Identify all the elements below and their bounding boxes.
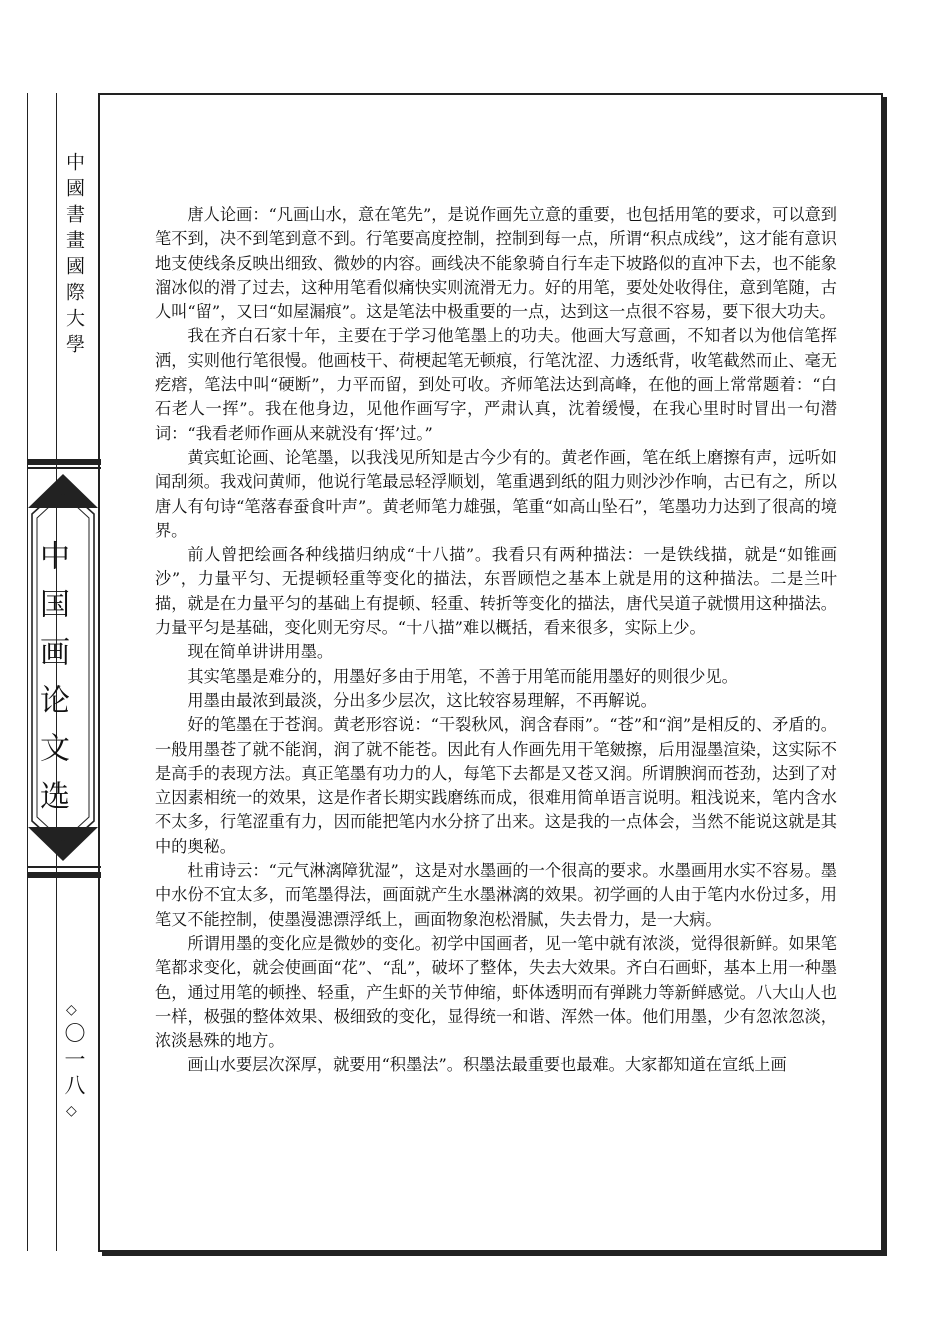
paragraph: 好的笔墨在于苍润。黄老形容说：“干裂秋风，润含春雨”。“苍”和“润”是相反的、矛盾的。一般用墨苍了就不能润，润了就不能苍。因此有人作画先用干笔皴擦，后用湿墨渲染，这实际不是高手的表现方法。真正笔墨有功力的人，每笔下去都是又苍又润。所谓腴润而苍劲，达到了对立因素相统一的效果，这是作者长期实践磨练而成，很难用简单语言说明。粗浅说来，笔内含水不太多，行笔涩重有力，因而能把笔内水分挤了出来。这是我的一点体会，当然不能说这就是其中的奥秘。 [155,715,837,856]
paragraph: 前人曾把绘画各种线描归纳成“十八描”。我看只有两种描法：一是铁线描，就是“如锥画沙”，力量平匀、无提顿轻重等变化的描法，东晋顾恺之基本上就是用的这种描法。二是兰叶描，就是在力量平匀的基础上有提顿、轻重、转折等变化的描法，唐代吴道子就惯用这种描法。力量平匀是基础，变化则无穷尽。“十八描”难以概括，看来很多，实际上少。 [155,545,837,638]
label-band-bottom-thin [27,866,101,868]
book-title: 中国画论文选 [34,540,69,828]
paragraph: 我在齐白石家十年，主要在于学习他笔墨上的功夫。他画大写意画，不知者以为他信笔挥洒，实则他行笔很慢。他画枝干、荷梗起笔无顿痕，行笔沈涩、力透纸背，收笔截然而止、毫无疙瘩，笔法中叫“硬断”，力平而留，到处可收。齐师笔法达到高峰，在他的画上常常题着：“白石老人一挥”。我在他身边，见他作画写字，严肃认真，沈着缓慢，在我心里时时冒出一句潜词：“我看老师作画从来就没有‘挥’过。” [155,326,837,443]
body-text [155,203,837,1078]
paragraph: 其实笔墨是难分的，用墨好多由于用笔，不善于用笔而能用墨好的则很少见。 [187,666,738,686]
diamond-bottom-icon: ◇ [66,1103,77,1119]
paragraph: 唐人论画：“凡画山水，意在笔先”，是说作画先立意的重要，也包括用笔的要求，可以意到笔不到，决不到笔到意不到。行笔要高度控制，控制到每一点，所谓“积点成线”，这才能有意识地支使线条反映出细致、微妙的内容。画线决不能象骑自行车走下坡路似的直冲下去，也不能象溜冰似的滑了过去，这种用笔看似痛快实则流滑无力。好的用笔，要处处收得住，意到笔随，古人叫“留”，又曰“如屋漏痕”。这是笔法中极重要的一点，达到这一点很不容易，要下很大功夫。 [155,205,837,322]
university-name: 中國書畫國際大學 [63,152,85,360]
paragraph: 画山水要层次深厚，就要用“积墨法”。积墨法最重要也最难。大家都知道在宣纸上画 [187,1055,787,1075]
paragraph: 杜甫诗云：“元气淋漓障犹湿”，这是对水墨画的一个很高的要求。水墨画用水实不容易。墨中水份不宜太多，而笔墨得法，画面就产生水墨淋漓的效果。初学画的人由于笔内水份过多，用笔又不能控制，使墨漫漶漂浮纸上，画面物象泡松滑腻，失去骨力，是一大病。 [155,861,837,929]
diamond-top-icon: ◇ [66,1002,77,1018]
label-band-bottom [27,872,101,878]
paragraph: 黄宾虹论画、论笔墨，以我浅见所知是古今少有的。黄老作画，笔在纸上磨擦有声，远听如闻刮须。我戏问黄师，他说行笔最忌轻浮顺划，笔重遇到纸的阻力则沙沙作响，古已有之，所以唐人有句诗“笔落春蚕食叶声”。黄老师笔力雄强，笔重“如高山坠石”，笔墨功力达到了很高的境界。 [155,447,837,540]
paragraph: 现在简单讲讲用墨。 [187,642,334,662]
paragraph: 所谓用墨的变化应是微妙的变化。初学中国画者，见一笔中就有浓淡，觉得很新鲜。如果笔笔都求变化，就会使画面“花”、“乱”，破坏了整体，失去大效果。齐白石画虾，基本上用一种墨色，通过用笔的顿挫、轻重，产生虾的关节伸缩，虾体透明而有弹跳力等新鲜感觉。八大山人也一样，极强的整体效果、极细致的变化，显得统一和谐、浑然一体。他们用墨，少有忽浓忽淡，浓淡悬殊的地方。 [155,933,837,1051]
label-band-top-thin [27,467,101,469]
page-number: 〇一八 [62,1022,86,1100]
label-band-top [27,459,101,465]
paragraph: 用墨由最浓到最淡，分出多少层次，这比较容易理解，不再解说。 [187,690,657,710]
